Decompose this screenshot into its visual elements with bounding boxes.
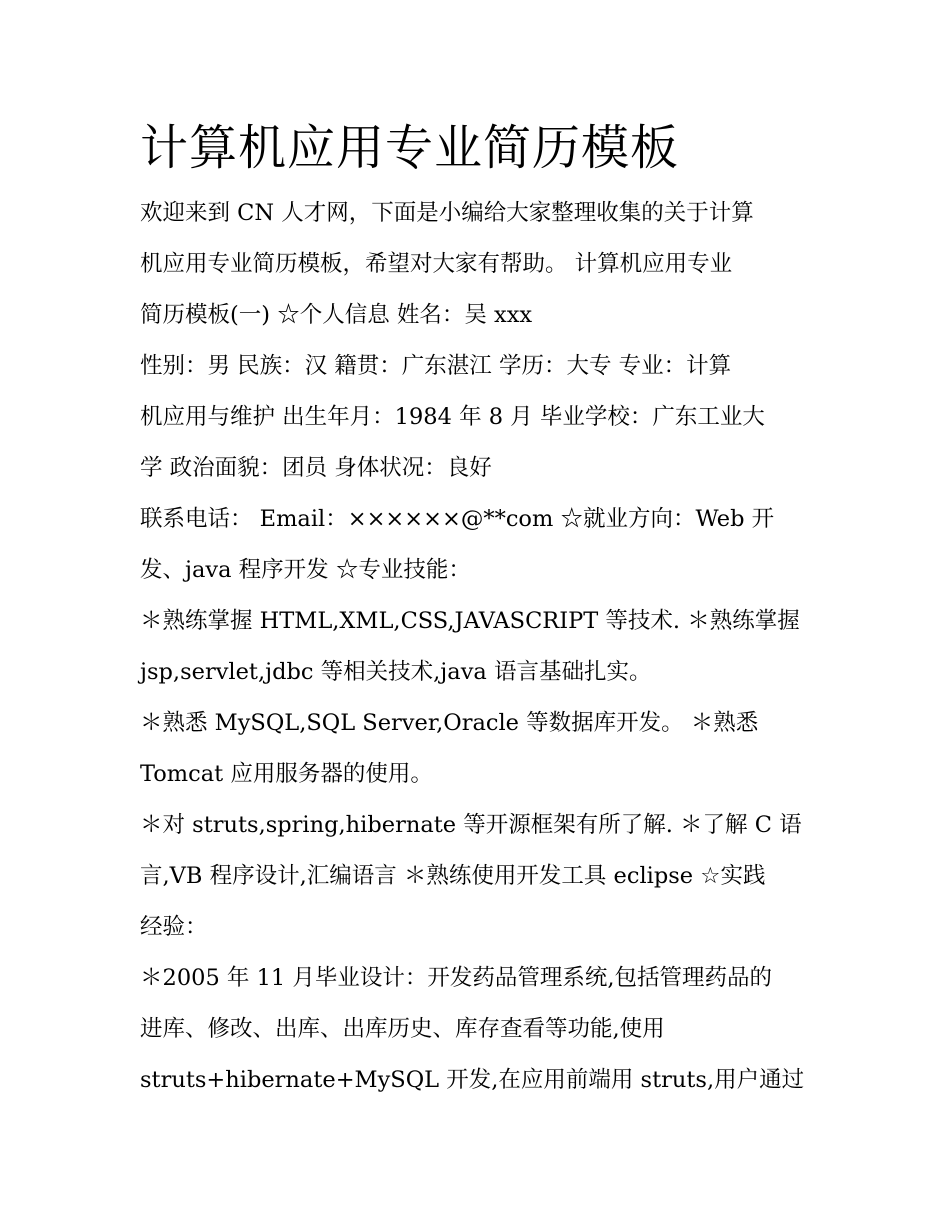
body-line: struts+hibernate+MySQL 开发,在应用前端用 struts,用户通过 <box>140 1067 805 1093</box>
document-body <box>140 188 805 1106</box>
body-line: ＊2005 年 11 月毕业设计：开发药品管理系统,包括管理药品的 <box>140 965 773 991</box>
body-line: 欢迎来到 CN 人才网，下面是小编给大家整理收集的关于计算 <box>140 200 754 226</box>
body-line: Tomcat 应用服务器的使用。 <box>140 761 433 787</box>
body-line: ＊熟悉 MySQL,SQL Server,Oracle 等数据库开发。 ＊熟悉 <box>140 710 759 736</box>
body-line: 联系电话： Email：××××××@**com ☆就业方向：Web 开 <box>140 506 775 532</box>
body-line: ＊对 struts,spring,hibernate 等开源框架有所了解. ＊了解 C 语 <box>140 812 802 838</box>
body-line: 进库、修改、出库、出库历史、库存查看等功能,使用 <box>140 1016 665 1042</box>
body-line: jsp,servlet,jdbc 等相关技术,java 语言基础扎实。 <box>140 659 652 685</box>
body-line: ＊熟练掌握 HTML,XML,CSS,JAVASCRIPT 等技术. ＊熟练掌握 <box>140 608 800 634</box>
body-line: 机应用与维护 出生年月：1984 年 8 月 毕业学校：广东工业大 <box>140 404 765 430</box>
body-line: 经验： <box>140 914 208 940</box>
body-line: 言,VB 程序设计,汇编语言 ＊熟练使用开发工具 eclipse ☆实践 <box>140 863 766 889</box>
body-line: 学 政治面貌：团员 身体状况：良好 <box>140 455 492 481</box>
document-title: 计算机应用专业简历模板 <box>140 120 680 176</box>
body-line: 机应用专业简历模板，希望对大家有帮助。 计算机应用专业 <box>140 251 733 277</box>
body-line: 发、java 程序开发 ☆专业技能： <box>140 557 471 583</box>
body-line: 简历模板(一) ☆个人信息 姓名：吴 xxx <box>140 302 533 328</box>
body-line: 性别：男 民族：汉 籍贯：广东湛江 学历：大专 专业：计算 <box>140 353 732 379</box>
document-page <box>140 108 805 1106</box>
